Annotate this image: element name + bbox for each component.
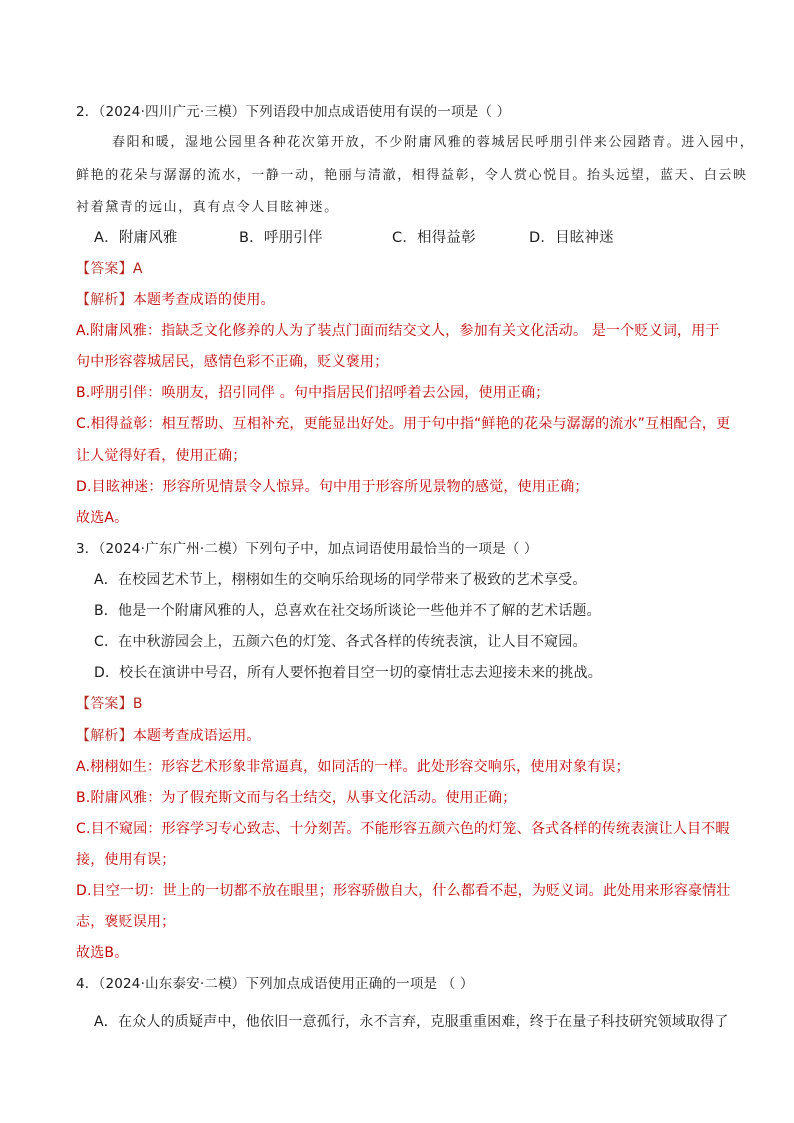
q2-detail-line: C.相得益彰：相互帮助、互相补充，更能显出好处。用于句中指“鲜艳的花朵与潺潺的流水”互相配合，更 xyxy=(76,416,731,432)
q2-answer-value: A xyxy=(132,261,143,277)
q3-detail-line: B.附庸风雅：为了假充斯文而与名士结交，从事文化活动。使用正确； xyxy=(76,790,517,806)
q3-detail-line: 接，使用有误； xyxy=(76,852,176,868)
q2-detail-line: A.附庸风雅：指缺乏文化修养的人为了装点门面而结交文人，参加有关文化活动。 是一个贬义词，用于 xyxy=(76,323,720,339)
q3-detail-line: D.目空一切：世上的一切都不放在眼里；形容骄傲自大，什么都看不起，为贬义词。此处用来形容豪情壮 xyxy=(76,883,731,899)
q2-detail-line: B.呼朋引伴：唤朋友，招引同伴 。句中指居民们招呼着去公园，使用正确； xyxy=(76,385,550,401)
q3-analysis xyxy=(76,726,261,746)
q3-option-b: B．他是一个附庸风雅的人，总喜欢在社交场所谈论一些他并不了解的艺术话题。 xyxy=(94,603,601,619)
q2-answer xyxy=(76,259,143,279)
q3-answer-value: B xyxy=(132,696,143,712)
q2-analysis xyxy=(76,290,275,310)
q2-analysis-label: 【解析】 xyxy=(76,292,133,308)
q4-stem: 4．（2024·山东泰安·二模）下列加点成语使用正确的一项是 （ ） xyxy=(76,976,474,992)
q3-analysis-label: 【解析】 xyxy=(76,728,133,744)
q2-passage-line-2: 鲜艳的花朵与潺潺的流水，一静一动，艳丽与清澈，相得益彰，令人赏心悦目。抬头远望，蓝天、白云映 xyxy=(76,168,748,183)
q3-option-c: C．在中秋游园会上，五颜六色的灯笼、各式各样的传统表演，让人目不窥园。 xyxy=(94,634,587,650)
q3-detail-line: 志，褒贬误用； xyxy=(76,914,176,930)
q2-option-d: D．目眩神迷 xyxy=(529,230,614,246)
q3-option-a: A．在校园艺术节上，栩栩如生的交响乐给现场的同学带来了极致的艺术享受。 xyxy=(94,572,587,588)
q2-passage-line-3: 衬着黛青的远山，真有点令人目眩神迷。 xyxy=(76,200,339,215)
q2-detail-line: 句中形容蓉城居民，感情色彩不正确，贬义褒用； xyxy=(76,354,389,370)
q2-option-b: B．呼朋引伴 xyxy=(239,230,323,246)
q2-options xyxy=(94,228,614,248)
q3-stem: 3．（2024·广东广州·二模）下列句子中，加点词语使用最恰当的一项是（ ） xyxy=(76,541,538,557)
q3-option-d: D．校长在演讲中号召，所有人要怀抱着目空一切的豪情壮志去迎接未来的挑战。 xyxy=(94,665,602,681)
q2-option-c: C．相得益彰 xyxy=(392,230,476,246)
q2-stem: 2．（2024·四川广元·三模）下列语段中加点成语使用有误的一项是（ ） xyxy=(76,104,511,120)
q2-passage-line-1: 春阳和暖，湿地公园里各种花次第开放，不少附庸风雅的蓉城居民呼朋引伴来公园踏青。进入园中， xyxy=(112,135,755,150)
q4-option-a: A．在众人的质疑声中，他依旧一意孤行，永不言弃，克服重重困难，终于在量子科技研究领域取得了 xyxy=(94,1014,729,1030)
q2-analysis-text: 本题考查成语的使用。 xyxy=(132,292,275,308)
q3-answer xyxy=(76,694,143,714)
q3-answer-label: 【答案】 xyxy=(76,696,133,712)
q2-detail-line: D.目眩神迷：形容所见情景令人惊异。句中用于形容所见景物的感觉，使用正确； xyxy=(76,479,589,495)
q2-option-a: A．附庸风雅 xyxy=(94,230,178,246)
q3-analysis-text: 本题考查成语运用。 xyxy=(132,728,261,744)
q2-conclusion: 故选A。 xyxy=(76,510,129,526)
q2-answer-label: 【答案】 xyxy=(76,261,133,277)
q3-detail-line: A.栩栩如生：形容艺术形象非常逼真，如同活的一样。此处形容交响乐，使用对象有误； xyxy=(76,759,630,775)
q3-detail-line: C.目不窥园：形容学习专心致志、十分刻苦。不能形容五颜六色的灯笼、各式各样的传统表演让人目不暇 xyxy=(76,821,730,837)
q2-detail-line: 让人觉得好看，使用正确； xyxy=(76,448,247,464)
q3-conclusion: 故选B。 xyxy=(76,945,129,961)
